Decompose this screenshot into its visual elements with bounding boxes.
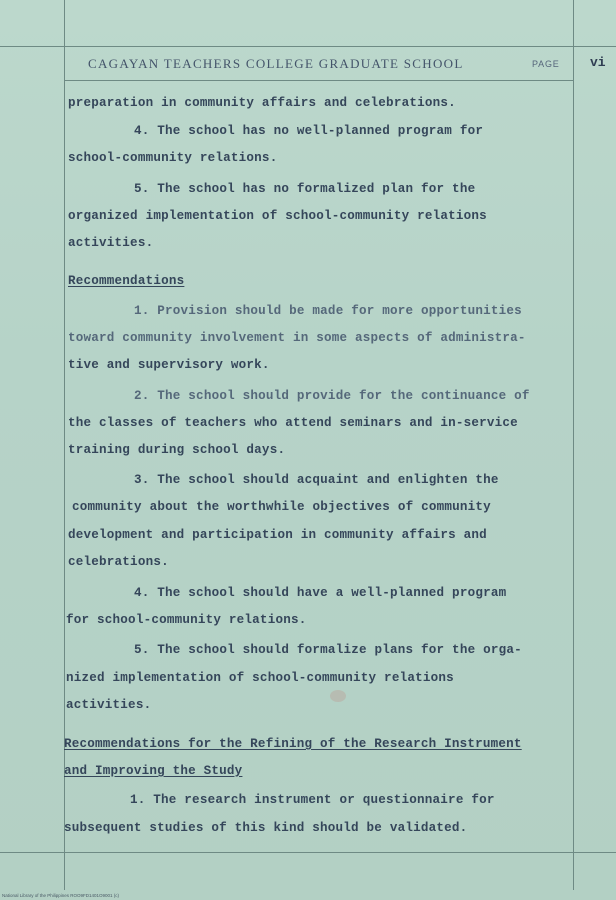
body-line: celebrations. <box>68 555 169 569</box>
body-line: 2. The school should provide for the continuance of <box>134 389 530 403</box>
body-line: toward community involvement in some aspects of administra- <box>68 331 526 345</box>
body-line: 1. Provision should be made for more opportunities <box>134 304 522 318</box>
body-line: 5. The school has no formalized plan for the <box>134 182 476 196</box>
body-line: activities. <box>68 236 154 250</box>
body-line: organized implementation of school-community relations <box>68 209 487 223</box>
header-top-rule <box>0 46 616 47</box>
body-line: activities. <box>66 698 152 712</box>
body-line: for school-community relations. <box>66 613 307 627</box>
paper-stain <box>330 690 346 702</box>
section-heading-refining-cont: and Improving the Study <box>64 764 243 778</box>
footer-rule <box>0 852 616 853</box>
right-margin-rule <box>573 0 574 890</box>
body-line: 5. The school should formalize plans for the orga- <box>134 643 522 657</box>
body-line: 4. The school should have a well-planned program <box>134 586 507 600</box>
body-line: nized implementation of school-community relations <box>66 671 454 685</box>
body-line: tive and supervisory work. <box>68 358 270 372</box>
body-line: preparation in community affairs and celebrations. <box>68 96 456 110</box>
body-line: 3. The school should acquaint and enlighten the <box>134 473 499 487</box>
body-line: school-community relations. <box>68 151 278 165</box>
body-line: the classes of teachers who attend seminars and in-service <box>68 416 518 430</box>
section-heading-refining: Recommendations for the Refining of the Research Instrument <box>64 737 522 751</box>
body-line: 1. The research instrument or questionnaire for <box>130 793 495 807</box>
body-line: 4. The school has no well-planned program for <box>134 124 484 138</box>
page-label: PAGE <box>532 59 560 69</box>
page-header-title: CAGAYAN TEACHERS COLLEGE GRADUATE SCHOOL <box>88 56 464 71</box>
body-line: community about the worthwhile objectives of community <box>72 500 491 514</box>
header-bottom-rule <box>64 80 574 81</box>
body-line: development and participation in community affairs and <box>68 528 487 542</box>
archive-footer: National Library of the Philippines ROO9FD1401O9001 (c) <box>2 893 120 898</box>
body-line: subsequent studies of this kind should be validated. <box>64 821 468 835</box>
section-heading-recommendations: Recommendations <box>68 274 185 288</box>
page-number: vi <box>590 55 606 70</box>
left-margin-rule <box>64 0 65 890</box>
body-line: training during school days. <box>68 443 286 457</box>
